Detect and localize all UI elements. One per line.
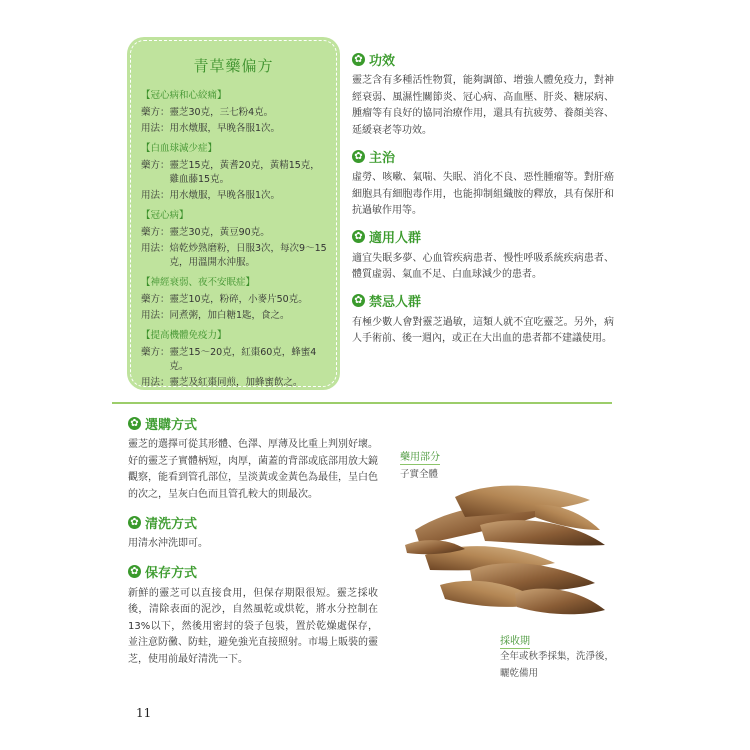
- recipe-heading: 【神經衰弱、夜不安眠症】: [141, 277, 256, 288]
- recipe-line: [141, 122, 328, 136]
- recipe-heading: 【冠心病和心絞痛】: [141, 90, 227, 101]
- recipe-line-value: 焙乾炒熟磨粉，日服3次，每次9～15克，用溫開水沖服。: [169, 243, 327, 268]
- recipe-line-key: 藥方：: [141, 347, 170, 358]
- recipe-line: [141, 226, 328, 240]
- section-contraindications: [352, 292, 614, 348]
- flower-bullet-icon: ✿: [352, 150, 365, 163]
- section-title: 適用人群: [369, 231, 422, 246]
- flower-bullet-icon: ✿: [128, 565, 141, 578]
- recipe-line-key: 藥方：: [141, 227, 170, 238]
- recipe-list: [141, 89, 328, 396]
- recipe-line-key: 用法：: [141, 243, 170, 254]
- harvest-period-value: 全年或秋季採集，洗淨後，曬乾備用: [500, 651, 615, 679]
- recipe-heading: 【冠心病】: [141, 210, 189, 221]
- recipe-line: [141, 309, 328, 323]
- right-column: [352, 50, 614, 356]
- recipe-line-value: 用水燉服，早晚各服1次。: [169, 190, 281, 201]
- recipe-line-value: 靈芝30克，三七粉4克。: [169, 107, 274, 118]
- recipe-group: [141, 89, 328, 136]
- harvest-period-title: 採收期: [500, 632, 530, 649]
- flower-bullet-icon: ✿: [352, 53, 365, 66]
- section-suitable-people: [352, 228, 614, 284]
- recipe-line-value: 靈芝15克，黃耆20克，黃精15克，雞血藤15克。: [169, 160, 320, 185]
- section-title: 功效: [369, 53, 396, 69]
- section-text: 靈芝的選擇可從其形體、色澤、厚薄及比重上判別好壞。好的靈芝子實體柄短，肉厚，菌蓋的背部或底部用放大鏡觀察，能看到管孔部位，呈淡黃或金黃色為最佳，呈白色的次之，呈灰白色而且管孔較大的則最次。: [128, 439, 378, 500]
- recipe-line-key: 用法：: [141, 190, 170, 201]
- bottom-column: [128, 414, 378, 678]
- recipe-group: [141, 209, 328, 270]
- section-washing: [128, 513, 378, 553]
- recipe-group: [141, 142, 328, 203]
- recipe-line-value: 靈芝及紅棗同煎，加蜂蜜飲之。: [169, 377, 303, 388]
- flower-bullet-icon: ✿: [128, 516, 141, 529]
- recipe-heading: 【提高機體免疫力】: [141, 330, 227, 341]
- section-text: 靈芝含有多種活性物質，能夠調節、增強人體免疫力，對神經衰弱、風濕性關節炎、冠心病、高血壓、肝炎、糖尿病、腫瘤等有良好的協同治療作用，還具有抗疲勞、養顏美容、延緩衰老等功效。: [352, 75, 614, 136]
- medicinal-part-value: 子實全體: [400, 469, 439, 480]
- section-text: 虛勞、咳嗽、氣喘、失眠、消化不良、惡性腫瘤等。對肝癌細胞具有細胞毒作用，也能抑制組織胺的釋放，具有保肝和抗過敏作用等。: [352, 172, 614, 216]
- page-number: 11: [136, 706, 152, 720]
- recipe-line-key: 用法：: [141, 123, 170, 134]
- recipe-line: [141, 189, 328, 203]
- herb-panel: [395, 440, 620, 690]
- section-title: 清洗方式: [145, 516, 198, 532]
- recipe-line-value: 靈芝30克，黃豆90克。: [169, 227, 270, 238]
- flower-bullet-icon: ✿: [352, 294, 365, 307]
- recipe-line: [141, 159, 328, 187]
- recipe-line: [141, 242, 328, 270]
- recipe-group: [141, 276, 328, 323]
- recipe-line: [141, 106, 328, 120]
- herbal-recipe-box: [130, 40, 337, 387]
- recipe-line-value: 同煮粥，加白糖1匙，食之。: [169, 310, 290, 321]
- section-text: 有極少數人會對靈芝過敏，這類人就不宜吃靈芝。另外，病人手術前、後一週內，或正在大出血的患者都不建議使用。: [352, 316, 614, 344]
- section-divider: [112, 402, 612, 404]
- recipe-line-value: 用水燉服，早晚各服1次。: [169, 123, 281, 134]
- flower-bullet-icon: ✿: [128, 417, 141, 430]
- section-text: 用清水沖洗即可。: [128, 538, 208, 549]
- recipe-line-key: 藥方：: [141, 294, 170, 305]
- dried-lingzhi-image: [395, 475, 620, 625]
- section-title: 主治: [369, 150, 396, 166]
- recipe-line-key: 藥方：: [141, 160, 170, 171]
- section-indications: [352, 147, 614, 220]
- recipe-group: [141, 329, 328, 390]
- recipe-line: [141, 376, 328, 390]
- section-title: 選購方式: [145, 417, 198, 433]
- recipe-heading: 【白血球減少症】: [141, 143, 218, 154]
- recipe-line-key: 用法：: [141, 377, 170, 388]
- recipe-line-key: 藥方：: [141, 107, 170, 118]
- recipe-line: [141, 346, 328, 374]
- section-title: 保存方式: [145, 566, 198, 581]
- recipe-line-value: 靈芝15～20克，紅棗60克，蜂蜜4克。: [169, 347, 317, 372]
- section-purchase: [128, 414, 378, 503]
- section-efficacy: [352, 50, 614, 139]
- section-storage: [128, 563, 378, 669]
- section-text: 新鮮的靈芝可以直接食用，但保存期限很短。靈芝採收後，清除表面的泥沙，自然風乾或烘乾，將水分控制在13%以下，然後用密封的袋子包裝，置於乾燥處保存，並注意防黴、防蛀，避免強光直接照射。市場上販裝的靈芝，使用前最好清洗一下。: [128, 587, 378, 665]
- recipe-line: [141, 293, 328, 307]
- recipe-line-key: 用法：: [141, 310, 170, 321]
- flower-bullet-icon: ✿: [352, 230, 365, 243]
- recipe-box-title: 青草藥偏方: [193, 57, 274, 75]
- section-title: 禁忌人群: [369, 295, 422, 310]
- medicinal-part-title: 藥用部分: [400, 448, 440, 465]
- section-text: 適宜失眠多夢、心血管疾病患者、慢性呼吸系統疾病患者、體質虛弱、氣血不足、白血球減少的患者。: [352, 252, 614, 280]
- recipe-line-value: 靈芝10克，粉碎，小麥片50克。: [169, 294, 308, 305]
